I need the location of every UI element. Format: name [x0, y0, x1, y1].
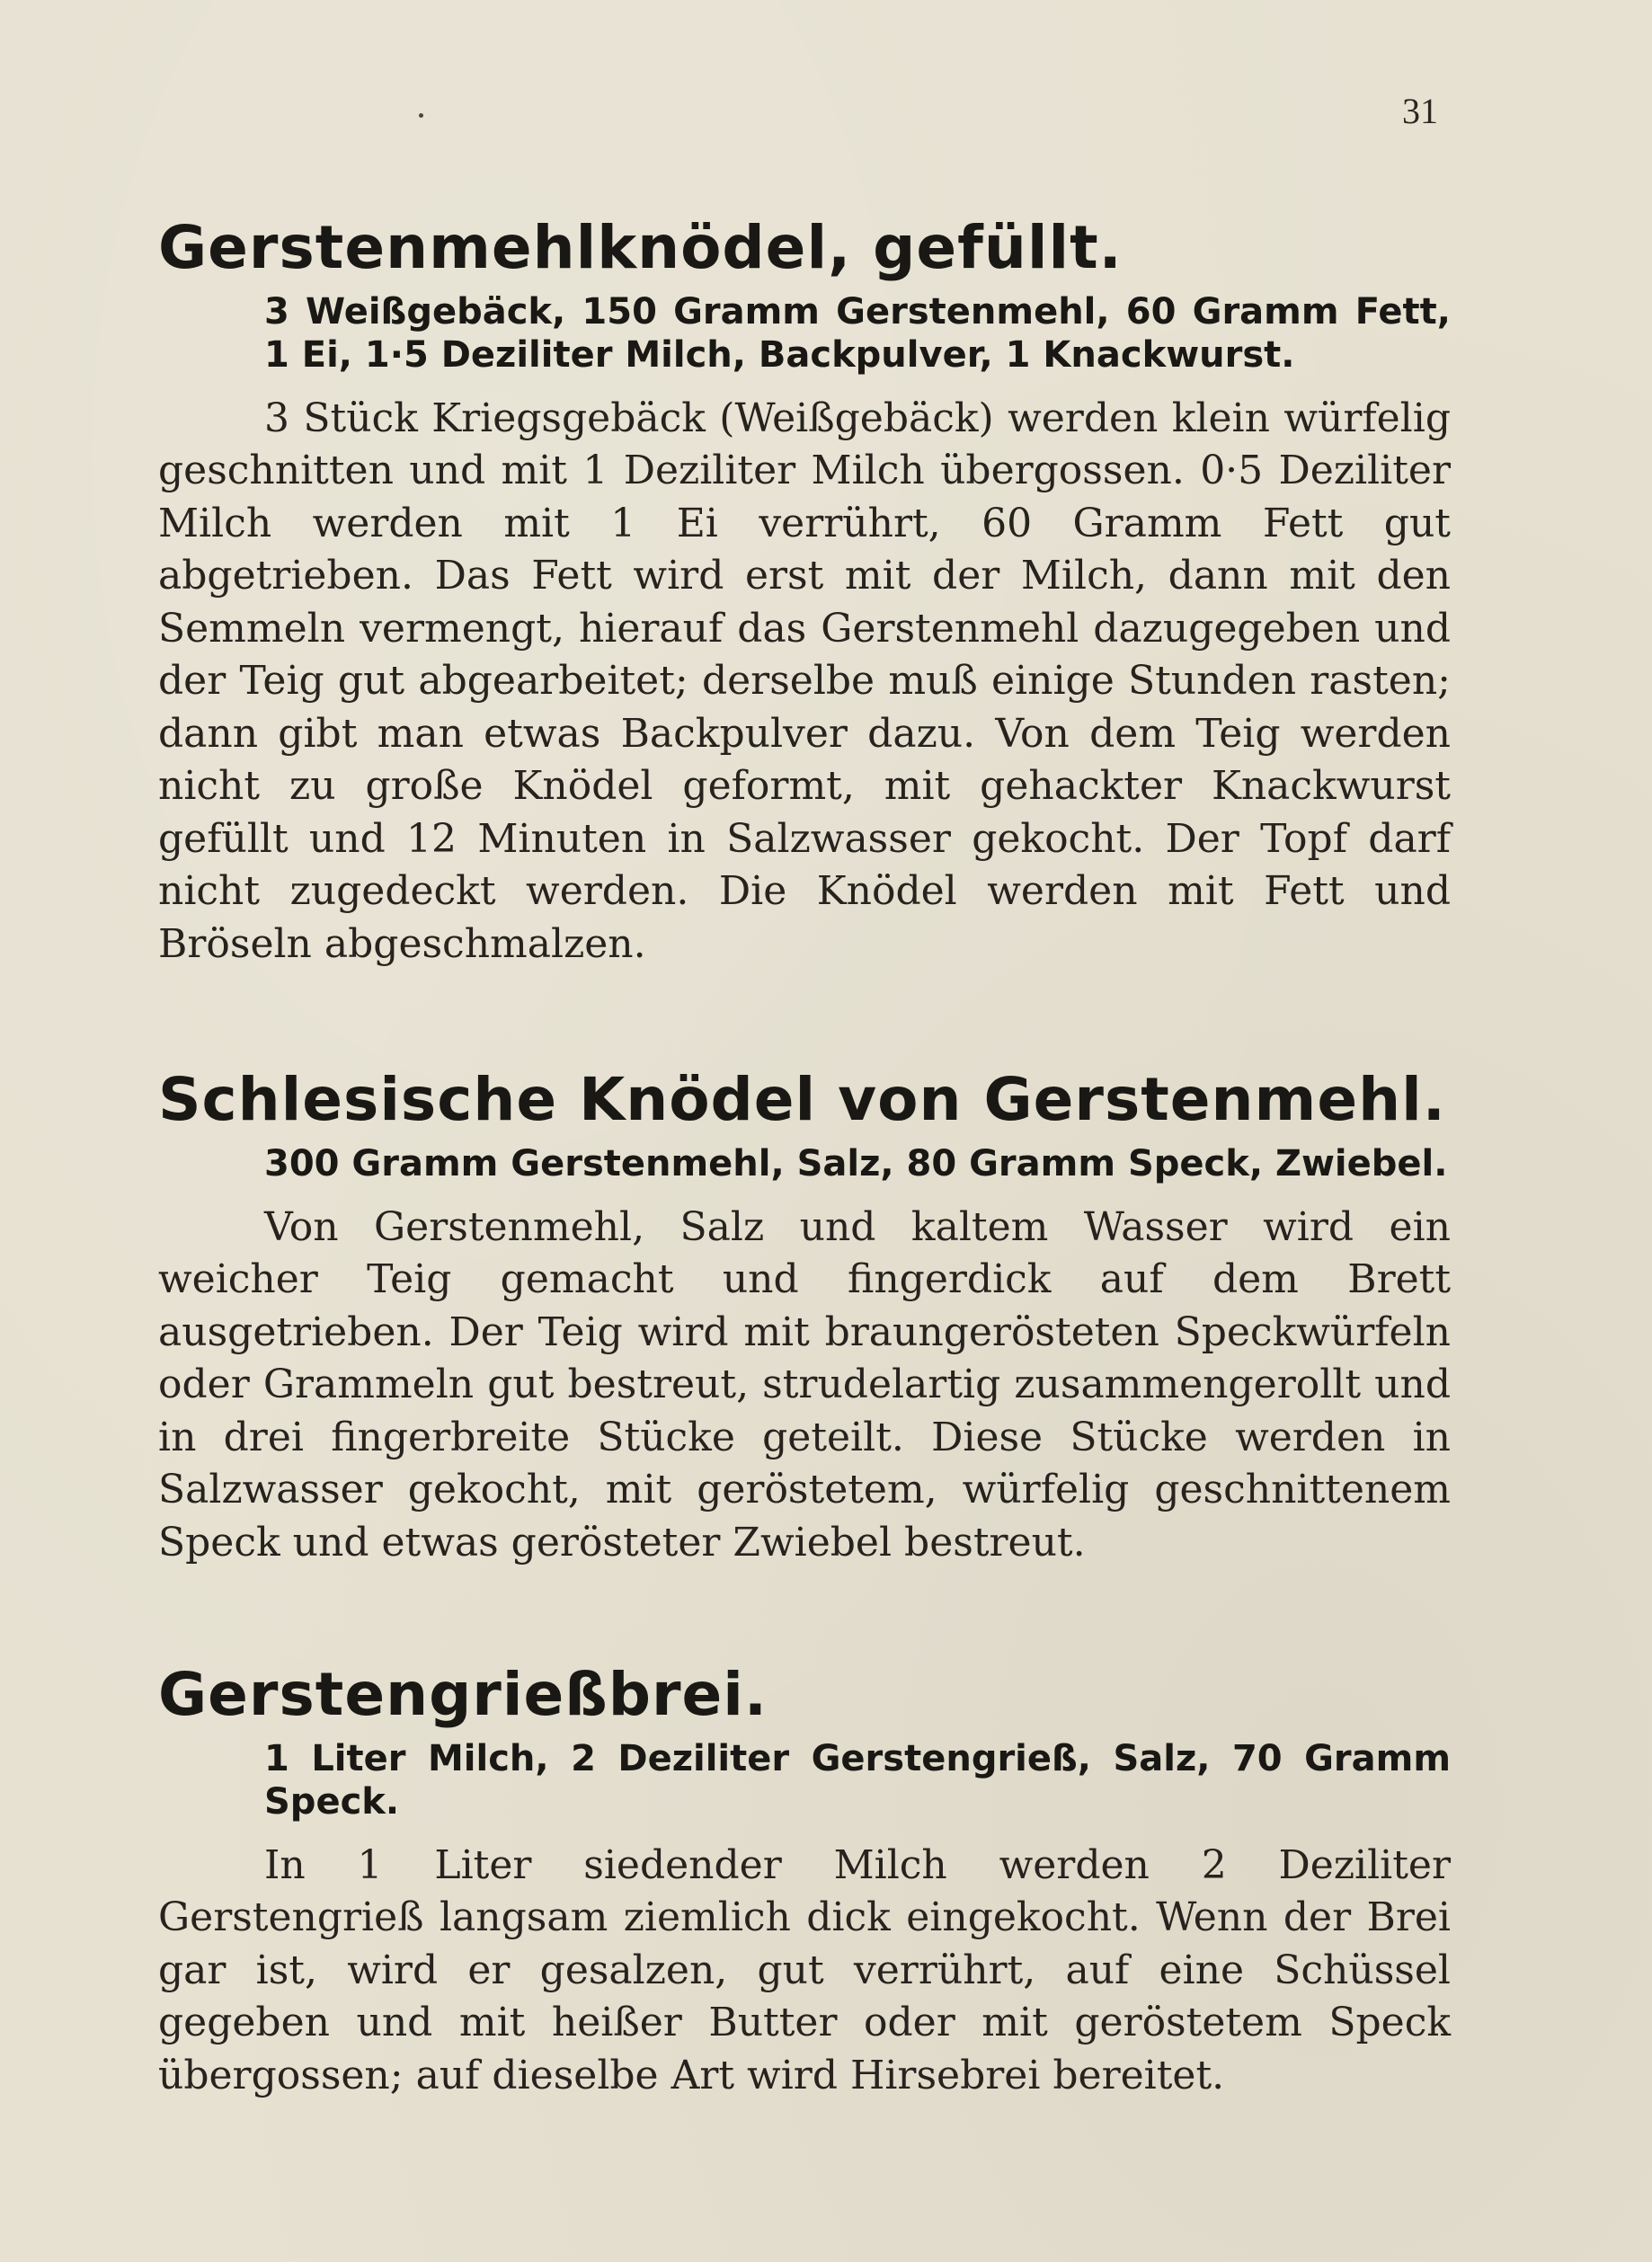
page-number: 31 — [1402, 91, 1438, 131]
recipe-ingredients: 3 Weißgebäck, 150 Gramm Gerstenmehl, 60 Gramm Fett, 1 Ei, 1·5 Deziliter Milch, Backpulver, 1 Knackwurst. — [264, 290, 1451, 376]
recipe-schlesische-knoedel — [158, 1065, 1451, 1569]
recipe-ingredients: 1 Liter Milch, 2 Deziliter Gerstengrieß, Salz, 70 Gramm Speck. — [264, 1737, 1451, 1823]
recipe-instructions: Von Gerstenmehl, Salz und kaltem Wasser wird ein weicher Teig gemacht und fingerdick auf dem Brett ausgetrieben. Der Teig wird mit braungerösteten Speckwürfeln oder Grammeln gut bestreut, strudelartig zusammengerollt und in drei fingerbreite Stücke geteilt. Diese Stücke werden in Salzwasser gekocht, mit geröstetem, würfelig geschnittenem Speck und etwas gerösteter Zwiebel bestreut. — [158, 1203, 1451, 1566]
recipe-ingredients: 300 Gramm Gerstenmehl, Salz, 80 Gramm Speck, Zwiebel. — [264, 1142, 1448, 1184]
recipe-title: Schlesische Knödel von Gerstenmehl. — [158, 1065, 1446, 1134]
recipe-instructions: 3 Stück Kriegsgebäck (Weißgebäck) werden klein würfelig geschnitten und mit 1 Deziliter Milch übergossen. 0·5 Deziliter Milch werden mit 1 Ei verrührt, 60 Gramm Fett gut abgetrieben. Das Fett wird erst mit der Milch, dann mit den Semmeln vermengt, hierauf das Gerstenmehl dazugegeben und der Teig gut abgearbeitet; derselbe muß einige Stunden rasten; dann gibt man etwas Backpulver dazu. Von dem Teig werden nicht zu große Knödel geformt, mit gehackter Knackwurst gefüllt und 12 Minuten in Salzwasser gekocht. Der Topf darf nicht zugedeckt werden. Die Knödel werden mit Fett und Bröseln abgeschmalzen. — [158, 395, 1451, 967]
recipe-title: Gerstengrießbrei. — [158, 1660, 768, 1729]
recipe-title: Gerstenmehlknödel, gefüllt. — [158, 213, 1123, 282]
page-mark — [419, 113, 423, 118]
recipe-instructions: In 1 Liter siedender Milch werden 2 Deziliter Gerstengrieß langsam ziemlich dick eingekocht. Wenn der Brei gar ist, wird er gesalzen, gut verrührt, auf eine Schüssel gegeben und mit heißer Butter oder mit geröstetem Speck übergossen; auf dieselbe Art wird Hirsebrei bereitet. — [158, 1841, 1451, 2098]
recipe-gerstengriessbrei — [158, 1660, 1451, 2102]
recipe-gerstenmehlknoedel — [158, 213, 1451, 971]
